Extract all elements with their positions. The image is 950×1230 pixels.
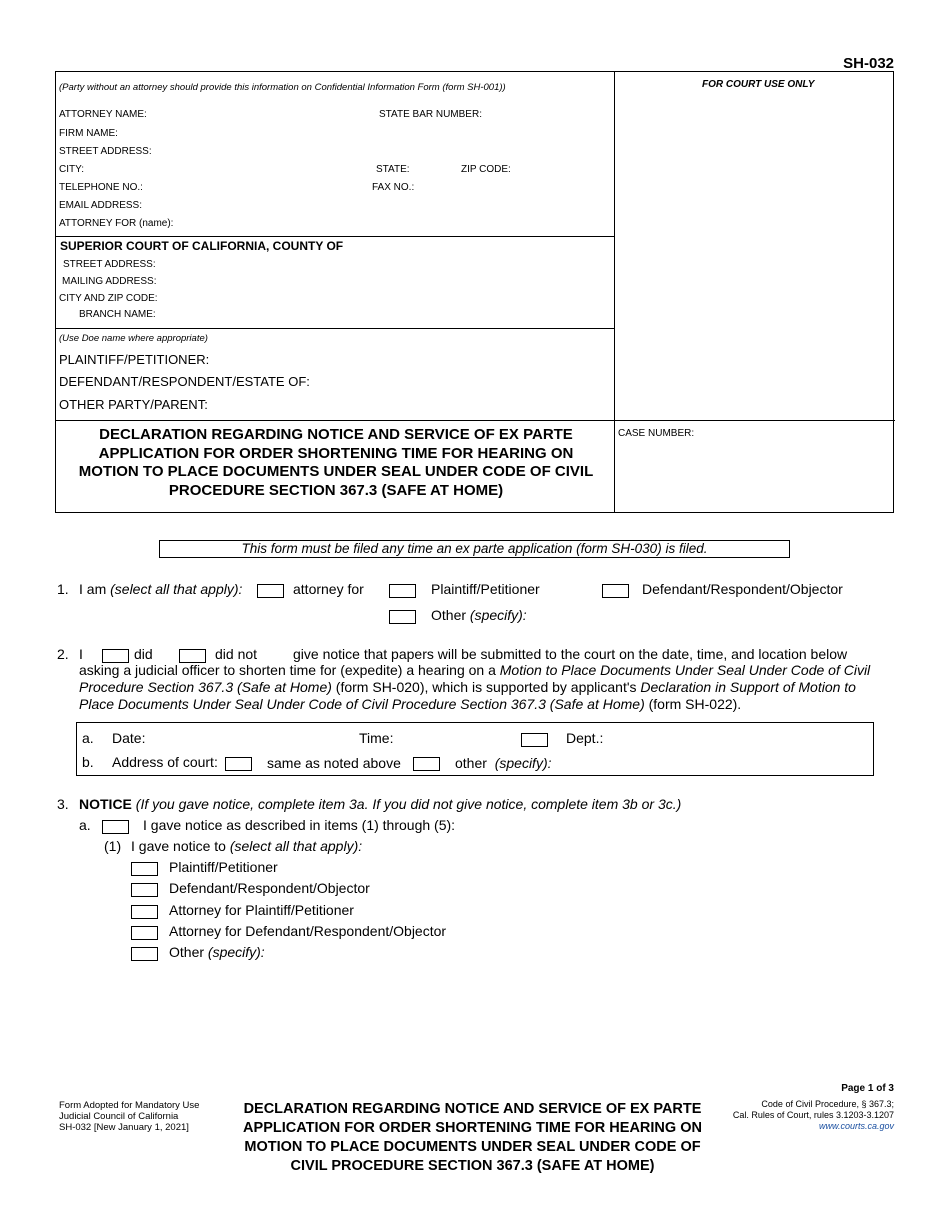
item1-intro: I am (select all that apply): [79,581,243,597]
notice-defendant-checkbox[interactable] [131,883,158,897]
form-id: SH-032 [843,55,894,72]
notice-plaintiff-checkbox[interactable] [131,862,158,876]
footer-adoption: Form Adopted for Mandatory Use Judicial Council of California SH-032 [New January 1, 2021] [59,1100,200,1133]
notice-defendant-label: Defendant/Respondent/Objector [169,880,370,896]
doe-name-note: (Use Doe name where appropriate) [59,333,208,344]
party-note: (Party without an attorney should provide this information on Confidential Information Form (form SH-001)) [59,82,506,93]
court-use-label: FOR COURT USE ONLY [702,79,815,90]
case-number-field[interactable]: CASE NUMBER: [618,428,695,439]
same-address-checkbox[interactable] [225,757,252,771]
item3a1-text: I gave notice to (select all that apply): [131,838,363,854]
other-party-field[interactable]: OTHER PARTY/PARENT: [59,397,208,412]
court-city-zip-field[interactable]: CITY AND ZIP CODE: [59,293,158,304]
filing-notice: This form must be filed any time an ex parte application (form SH-030) is filed. [159,540,790,558]
item3a-label: a. [79,817,91,833]
other-address-checkbox[interactable] [413,757,440,771]
gave-notice-label: I gave notice as described in items (1) through (5): [143,817,456,833]
hearing-date-field[interactable]: Date: [112,730,146,746]
gave-notice-checkbox[interactable] [102,820,129,834]
footer-citations: Code of Civil Procedure, § 367.3; Cal. Rules of Court, rules 3.1203-3.1207 www.courts.ca.gov [732,1099,894,1131]
notice-attorney-plaintiff-label: Attorney for Plaintiff/Petitioner [169,902,354,918]
state-field[interactable]: STATE: [376,164,410,175]
item2-paragraph: asking a judicial officer to shorten time for (expedite) a hearing on a Motion to Place Documents Under Seal Under Code of Civil Procedure Section 367.3 (Safe at Home) (form SH-020), which is supported by applicant's Declaration in Support of Motion to Place Documents Under Seal Under Code of Civil Procedure Section 367.3 (Safe at Home) (form SH-022). [79,662,871,712]
hearing-time-field[interactable]: Time: [359,730,394,746]
defendant-field[interactable]: DEFENDANT/RESPONDENT/ESTATE OF: [59,374,310,389]
other-checkbox[interactable] [389,610,416,624]
city-field[interactable]: CITY: [59,164,85,175]
item3-number: 3. [57,796,69,812]
dept-checkbox[interactable] [521,733,548,747]
other-address-label: other (specify): [455,755,552,771]
court-address-label: Address of court: [112,754,218,770]
item1-number: 1. [57,581,69,597]
court-title: SUPERIOR COURT OF CALIFORNIA, COUNTY OF [60,239,344,253]
notice-other-label: Other (specify): [169,944,265,960]
court-branch-field[interactable]: BRANCH NAME: [79,309,156,320]
page-number: Page 1 of 3 [841,1083,894,1094]
item2-i: I [79,646,83,662]
plaintiff-label: Plaintiff/Petitioner [431,581,540,597]
zip-field[interactable]: ZIP CODE: [461,164,511,175]
attorney-name-field[interactable]: ATTORNEY NAME: [59,109,147,120]
fax-field[interactable]: FAX NO.: [372,182,415,193]
did-label: did [134,646,153,662]
defendant-label: Defendant/Respondent/Objector [642,581,843,597]
defendant-checkbox[interactable] [602,584,629,598]
item3-heading: NOTICE (If you gave notice, complete item 3a. If you did not give notice, complete item 3b or 3c.) [79,796,682,812]
attorney-for-field[interactable]: ATTORNEY FOR (name): [59,218,174,229]
website-link[interactable]: www.courts.ca.gov [818,1121,894,1131]
email-field[interactable]: EMAIL ADDRESS: [59,200,142,211]
state-bar-field[interactable]: STATE BAR NUMBER: [379,109,482,120]
same-address-label: same as noted above [267,755,401,771]
plaintiff-field[interactable]: PLAINTIFF/PETITIONER: [59,352,210,367]
telephone-field[interactable]: TELEPHONE NO.: [59,182,143,193]
plaintiff-checkbox[interactable] [389,584,416,598]
street-address-field[interactable]: STREET ADDRESS: [59,146,152,157]
notice-attorney-defendant-checkbox[interactable] [131,926,158,940]
notice-attorney-defendant-label: Attorney for Defendant/Respondent/Objector [169,923,447,939]
item3a1-number: (1) [104,838,122,854]
did-checkbox[interactable] [102,649,129,663]
footer-title: DECLARATION REGARDING NOTICE AND SERVICE OF EX PARTE APPLICATION FOR ORDER SHORTENING TIME FOR HEARING ON MOTION TO PLACE DOCUMENTS UNDER SEAL UNDER CODE OF CIVIL PROCEDURE SECTION 367.3 (SAFE AT HOME) [243,1101,702,1174]
caption-box [55,71,894,513]
attorney-for-checkbox[interactable] [257,584,284,598]
notice-attorney-plaintiff-checkbox[interactable] [131,905,158,919]
attorney-for-label: attorney for [293,581,364,597]
item2-number: 2. [57,646,69,662]
notice-other-checkbox[interactable] [131,947,158,961]
hearing-dept-field[interactable]: Dept.: [566,730,604,746]
did-not-label: did not [215,646,258,662]
hearing-a-label: a. [82,730,94,746]
did-not-checkbox[interactable] [179,649,206,663]
court-street-field[interactable]: STREET ADDRESS: [63,259,156,270]
hearing-b-label: b. [82,754,94,770]
item2-line1: give notice that papers will be submitted to the court on the date, time, and location below [293,646,848,662]
notice-plaintiff-label: Plaintiff/Petitioner [169,859,278,875]
firm-name-field[interactable]: FIRM NAME: [59,128,118,139]
court-mailing-field[interactable]: MAILING ADDRESS: [62,276,157,287]
form-title: DECLARATION REGARDING NOTICE AND SERVICE OF EX PARTE APPLICATION FOR ORDER SHORTENING TIME FOR HEARING ON MOTION TO PLACE DOCUMENTS UNDER SEAL UNDER CODE OF CIVIL PROCEDURE SECTION 367.3 (SAFE AT HOME) [78,426,594,499]
other-label: Other (specify): [431,607,527,623]
